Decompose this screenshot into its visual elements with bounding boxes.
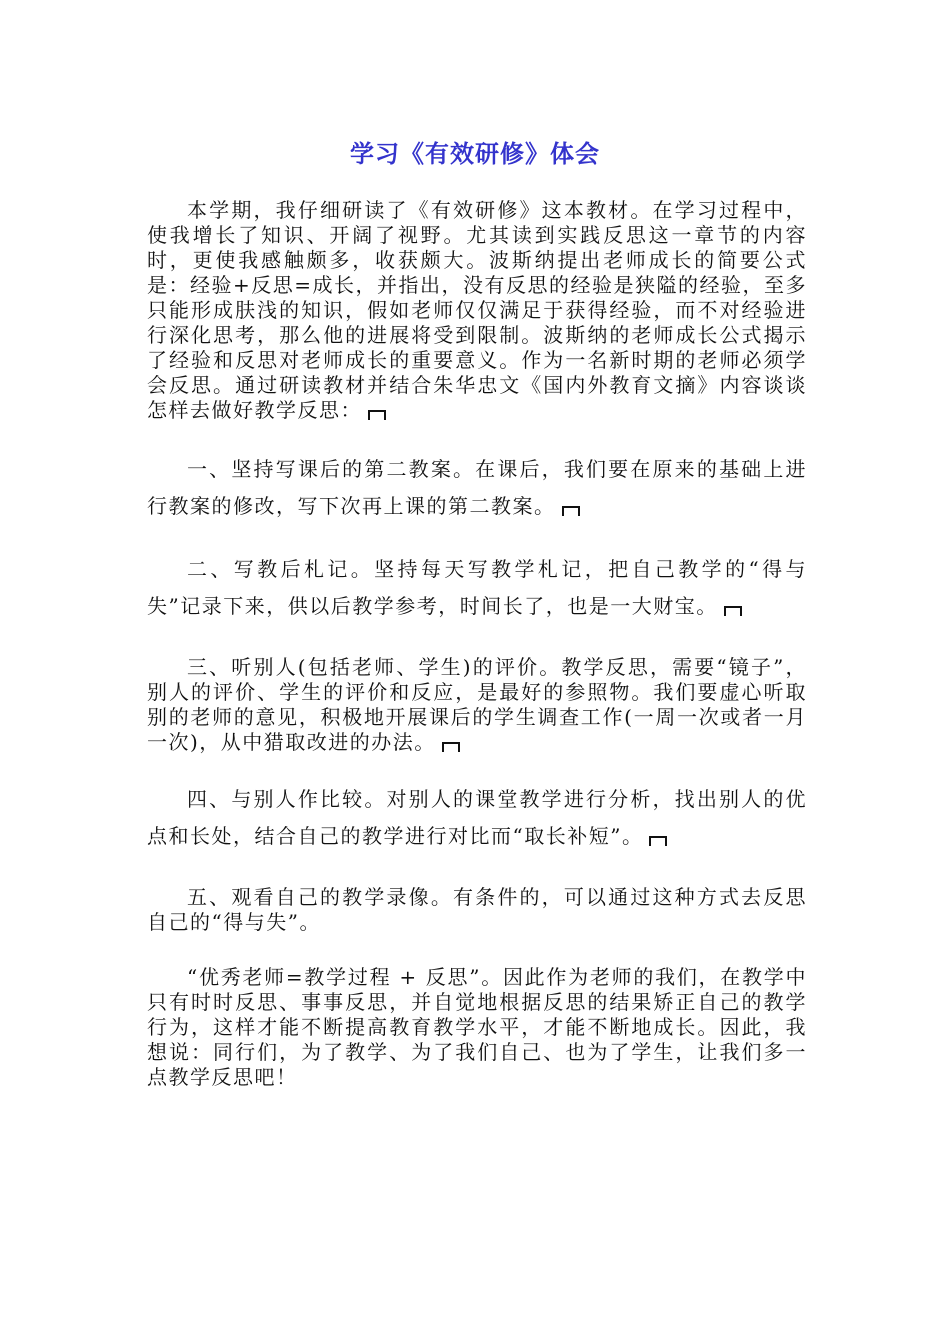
paragraph-text: 二、写教后札记。坚持每天写教学札记，把自己教学的“得与失”记录下来，供以后教学参考，时间长了，也是一大财宝。 xyxy=(147,557,807,618)
paragraph-point-4 xyxy=(147,781,807,855)
paragraph-conclusion xyxy=(147,965,807,1090)
paragraph-mark-icon xyxy=(442,742,460,752)
paragraph-text: 本学期，我仔细研读了《有效研修》这本教材。在学习过程中，使我增长了知识、开阔了视野。尤其读到实践反思这一章节的内容时，更使我感触颇多，收获颇大。波斯纳提出老师成长的简要公式是：经验+反思=成长，并指出，没有反思的经验是狭隘的经验，至多只能形成肤浅的知识，假如老师仅仅满足于获得经验，而不对经验进行深化思考，那么他的进展将受到限制。波斯纳的老师成长公式揭示了经验和反思对老师成长的重要意义。作为一名新时期的老师必须学会反思。通过研读教材并结合朱华忠文《国内外教育文摘》内容谈谈怎样去做好教学反思： xyxy=(147,198,808,422)
paragraph-text: 一、坚持写课后的第二教案。在课后，我们要在原来的基础上进行教案的修改，写下次再上课的第二教案。 xyxy=(147,457,807,518)
document-title: 学习《有效研修》体会 xyxy=(350,140,600,168)
paragraph-text: 四、与别人作比较。对别人的课堂教学进行分析，找出别人的优点和长处，结合自己的教学进行对比而“取长补短”。 xyxy=(147,787,807,848)
document-body xyxy=(147,198,807,1090)
paragraph-point-3 xyxy=(147,655,807,755)
paragraph-point-1 xyxy=(147,451,807,525)
paragraph-mark-icon xyxy=(724,606,742,616)
paragraph-text: 三、听别人(包括老师、学生)的评价。教学反思，需要“镜子”，别人的评价、学生的评价和反应，是最好的参照物。我们要虚心听取别的老师的意见，积极地开展课后的学生调查工作(一周一次或者一月一次)，从中猎取改进的办法。 xyxy=(147,655,807,754)
paragraph-point-5 xyxy=(147,885,807,935)
paragraph-intro xyxy=(147,198,807,423)
paragraph-text: 五、观看自己的教学录像。有条件的，可以通过这种方式去反思自己的“得与失”。 xyxy=(147,885,807,934)
paragraph-point-2 xyxy=(147,551,807,625)
paragraph-mark-icon xyxy=(649,836,667,846)
paragraph-mark-icon xyxy=(562,506,580,516)
paragraph-text: “优秀老师=教学过程 + 反思”。因此作为老师的我们，在教学中只有时时反思、事事反思，并自觉地根据反思的结果矫正自己的教学行为，这样才能不断提高教育教学水平，才能不断地成长。因此，我想说：同行们，为了教学、为了我们自己、也为了学生，让我们多一点教学反思吧！ xyxy=(147,965,807,1089)
paragraph-mark-icon xyxy=(368,410,386,420)
